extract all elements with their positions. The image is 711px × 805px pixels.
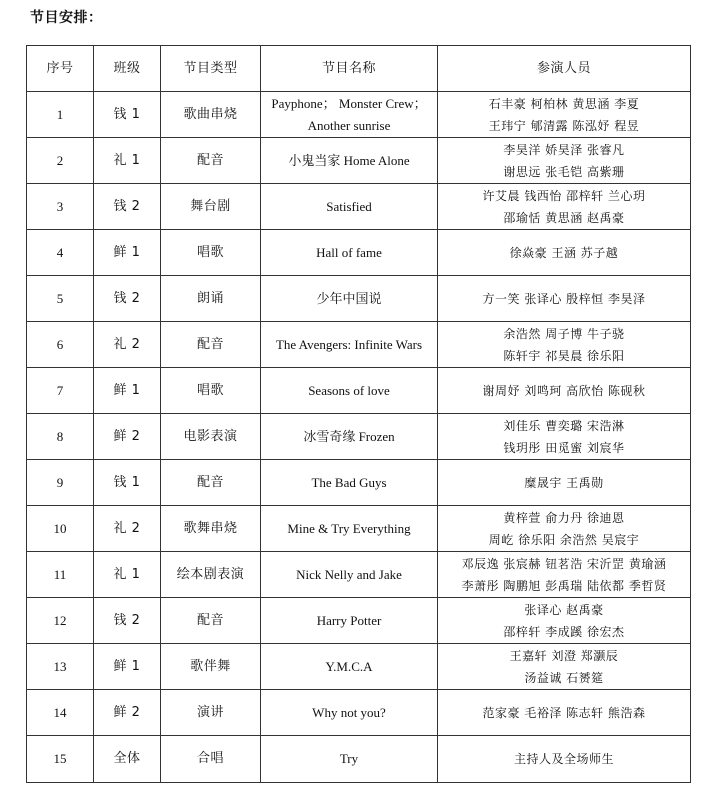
cell-performers — [438, 460, 691, 506]
cell-title: Harry Potter — [261, 598, 438, 644]
cell-class: 钱 1 — [94, 92, 161, 138]
cell-number: 6 — [27, 322, 94, 368]
cell-class: 礼 1 — [94, 552, 161, 598]
performer-line: 糜晟宇 王禹勋 — [524, 475, 604, 490]
column-header-class: 班级 — [94, 46, 161, 92]
cell-type: 配音 — [161, 598, 261, 644]
cell-number: 10 — [27, 506, 94, 552]
cell-class: 礼 1 — [94, 138, 161, 184]
cell-number: 2 — [27, 138, 94, 184]
cell-performers — [438, 138, 691, 184]
cell-title: 小鬼当家 Home Alone — [261, 138, 438, 184]
cell-class: 鲜 1 — [94, 230, 161, 276]
cell-number: 12 — [27, 598, 94, 644]
cell-number: 13 — [27, 644, 94, 690]
cell-type: 配音 — [161, 322, 261, 368]
cell-performers — [438, 92, 691, 138]
table-row — [27, 276, 691, 322]
cell-title: Nick Nelly and Jake — [261, 552, 438, 598]
column-header-type: 节目类型 — [161, 46, 261, 92]
performer-line: 邓辰逸 张宸赫 钮茗浩 宋沂罡 黄瑜涵 — [461, 556, 667, 571]
cell-type: 配音 — [161, 460, 261, 506]
table-row — [27, 184, 691, 230]
cell-type: 配音 — [161, 138, 261, 184]
program-schedule-table — [26, 45, 691, 783]
cell-class: 鲜 1 — [94, 368, 161, 414]
table-row — [27, 736, 691, 783]
cell-title: Mine & Try Everything — [261, 506, 438, 552]
cell-class: 鲜 1 — [94, 644, 161, 690]
table-row — [27, 368, 691, 414]
cell-type: 歌舞串烧 — [161, 506, 261, 552]
performer-line: 汤益诚 石赟筵 — [524, 670, 604, 685]
page-heading: 节目安排： — [30, 10, 103, 26]
performer-line: 陈轩宇 祁昊晨 徐乐阳 — [503, 348, 625, 363]
performer-line: 李萧彤 陶鹏旭 彭禹瑞 陆依都 季哲贤 — [461, 578, 667, 593]
cell-performers — [438, 690, 691, 736]
cell-performers — [438, 322, 691, 368]
performer-line: 钱玥彤 田觅蜜 刘宸华 — [503, 440, 625, 455]
cell-number: 14 — [27, 690, 94, 736]
cell-title: Seasons of love — [261, 368, 438, 414]
performer-line: 方一笑 张译心 殷梓恒 李昊泽 — [482, 291, 646, 306]
table-row — [27, 552, 691, 598]
performer-line: 周屹 徐乐阳 余浩然 吴宸宇 — [488, 532, 640, 547]
cell-performers — [438, 598, 691, 644]
cell-performers — [438, 414, 691, 460]
cell-number: 9 — [27, 460, 94, 506]
table-row — [27, 506, 691, 552]
cell-number: 4 — [27, 230, 94, 276]
cell-performers — [438, 368, 691, 414]
cell-type: 舞台剧 — [161, 184, 261, 230]
table-row — [27, 644, 691, 690]
table-row — [27, 414, 691, 460]
cell-number: 15 — [27, 736, 94, 783]
performer-line: 石丰豪 柯柏林 黄思涵 李夏 — [488, 96, 640, 111]
cell-number: 7 — [27, 368, 94, 414]
table-row — [27, 460, 691, 506]
cell-title: Why not you? — [261, 690, 438, 736]
cell-performers — [438, 506, 691, 552]
cell-title: Payphone； Monster Crew； Another sunrise — [261, 92, 438, 138]
cell-number: 8 — [27, 414, 94, 460]
cell-class: 鲜 2 — [94, 690, 161, 736]
table-row — [27, 230, 691, 276]
table-row — [27, 322, 691, 368]
cell-type: 朗诵 — [161, 276, 261, 322]
cell-performers — [438, 552, 691, 598]
cell-type: 电影表演 — [161, 414, 261, 460]
cell-performers — [438, 644, 691, 690]
performer-line: 李昊洋 娇昊泽 张睿凡 — [503, 142, 625, 157]
cell-performers — [438, 230, 691, 276]
performer-line: 王玮宁 郇清露 陈泓妤 程昱 — [488, 118, 640, 133]
cell-type: 合唱 — [161, 736, 261, 783]
cell-type: 歌伴舞 — [161, 644, 261, 690]
cell-title: Y.M.C.A — [261, 644, 438, 690]
cell-class: 鲜 2 — [94, 414, 161, 460]
performer-line: 范家豪 毛裕泽 陈志轩 熊浩森 — [482, 705, 646, 720]
table-header-row — [27, 46, 691, 92]
cell-class: 礼 2 — [94, 322, 161, 368]
cell-type: 唱歌 — [161, 230, 261, 276]
performer-line: 黄梓萱 俞力丹 徐迪恩 — [503, 510, 625, 525]
cell-class: 钱 1 — [94, 460, 161, 506]
performer-line: 徐焱豪 王涵 苏子越 — [509, 245, 619, 260]
cell-number: 1 — [27, 92, 94, 138]
cell-class: 礼 2 — [94, 506, 161, 552]
cell-number: 5 — [27, 276, 94, 322]
column-header-title: 节目名称 — [261, 46, 438, 92]
table-row — [27, 138, 691, 184]
cell-title: Satisfied — [261, 184, 438, 230]
column-header-number: 序号 — [27, 46, 94, 92]
cell-type: 歌曲串烧 — [161, 92, 261, 138]
cell-class: 钱 2 — [94, 184, 161, 230]
column-header-performers: 参演人员 — [438, 46, 691, 92]
cell-number: 11 — [27, 552, 94, 598]
performer-line: 王嘉轩 刘澄 郑灏辰 — [509, 648, 619, 663]
cell-title: 少年中国说 — [261, 276, 438, 322]
cell-title: The Bad Guys — [261, 460, 438, 506]
cell-performers — [438, 276, 691, 322]
performer-line: 余浩然 周子博 牛子骁 — [503, 326, 625, 341]
performer-line: 主持人及全场师生 — [513, 752, 614, 766]
cell-type: 演讲 — [161, 690, 261, 736]
table-row — [27, 92, 691, 138]
performer-line: 刘佳乐 曹奕璐 宋浩淋 — [503, 418, 625, 433]
cell-title: 冰雪奇缘 Frozen — [261, 414, 438, 460]
cell-title: The Avengers: Infinite Wars — [261, 322, 438, 368]
cell-class: 钱 2 — [94, 598, 161, 644]
cell-performers — [438, 184, 691, 230]
cell-number: 3 — [27, 184, 94, 230]
table-row — [27, 598, 691, 644]
cell-type: 唱歌 — [161, 368, 261, 414]
performer-line: 邵瑜恬 黄思涵 赵禹豪 — [503, 210, 625, 225]
cell-class: 钱 2 — [94, 276, 161, 322]
cell-title: Hall of fame — [261, 230, 438, 276]
performer-line: 许艾晨 钱西怡 邵梓轩 兰心玥 — [482, 188, 646, 203]
table-row — [27, 690, 691, 736]
cell-class: 全体 — [94, 736, 161, 783]
cell-performers — [438, 736, 691, 783]
performer-line: 谢周妤 刘鸣珂 高欣怡 陈砚秋 — [482, 383, 646, 398]
cell-type: 绘本剧表演 — [161, 552, 261, 598]
performer-line: 邵梓轩 李成蹊 徐宏杰 — [503, 624, 625, 639]
performer-line: 谢思远 张毛铠 高紫珊 — [503, 164, 625, 179]
cell-title: Try — [261, 736, 438, 783]
performer-line: 张译心 赵禹豪 — [524, 602, 604, 617]
